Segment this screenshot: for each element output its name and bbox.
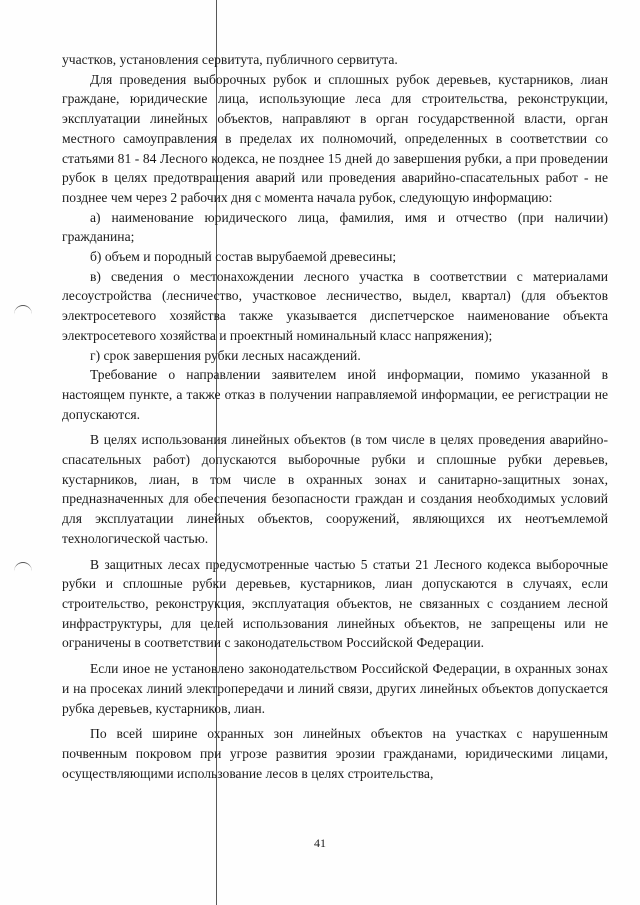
list-item-c: в) сведения о местонахождении лесного участка в соответствии с материалами лесоустройства (лесничество, участковое лесничество, выдел, квартал) (для объектов электросетевого хозяйства также указывается диспетчерское наименование объекта электросетевого хозяйства и проектный номинальный класс напряжения); bbox=[62, 268, 608, 343]
punch-hole-mark bbox=[14, 562, 32, 581]
document-body bbox=[62, 50, 608, 783]
list-item-b: б) объем и породный состав вырубаемой древесины; bbox=[90, 249, 397, 265]
paragraph-protective-forests: В защитных лесах предусмотренные частью 5 статьи 21 Лесного кодекса выборочные рубки и сплошные рубки деревьев, кустарников, лиан допускаются в случаях, если строительство, реконструкция, эксплуатация объектов, не связанных с созданием лесной инфраструктуры, для целей использования линейных объектов, не запрещены или не ограничены в соответствии с законодательством Российской Федерации. bbox=[62, 556, 608, 651]
paragraph-continuation: участков, установления сервитута, публичного сервитута. bbox=[62, 52, 398, 67]
punch-hole-mark bbox=[14, 305, 32, 324]
paragraph-protection-zones: Если иное не установлено законодательством Российской Федерации, в охранных зонах и на просеках линий электропередачи и линий связи, других линейных объектов допускается рубка деревьев, кустарников, лиан. bbox=[62, 661, 608, 716]
page-number: 41 bbox=[314, 836, 326, 850]
paragraph-linear-objects: В целях использования линейных объектов (в том числе в целях проведения аварийно-спасательных работ) допускаются выборочные рубки и сплошные рубки деревьев, кустарников, лиан, в том числе в охранных зонах и санитарно-защитных зонах, предназначенных для обеспечения безопасности граждан и создания необходимых условий для эксплуатации линейных объектов, сооружений, являющихся их неотъемлемой технологической частью. bbox=[62, 432, 608, 546]
list-item-a: а) наименование юридического лица, фамилия, имя и отчество (при наличии) гражданина; bbox=[62, 209, 608, 245]
paragraph-felling-notice: Для проведения выборочных рубок и сплошных рубок деревьев, кустарников, лиан граждане, юридические лица, использующие леса для строительства, реконструкции, эксплуатации линейных объектов, направляют в орган государственной власти, орган местного самоуправления в пределах их полномочий, определенных в соответствии со статьями 81 - 84 Лесного кодекса, не позднее 15 дней до завершения рубки, а при проведении рубок в целях предотвращения аварий или проведения аварийно-спасательных работ - не позднее чем через 2 рабочих дня с момента начала рубок, следующую информацию: bbox=[62, 71, 608, 205]
paragraph-erosion: По всей ширине охранных зон линейных объектов на участках с нарушенным почвенным покровом при угрозе развития эрозии гражданами, юридическими лицами, осуществляющими использование лесов в целях строительства, bbox=[62, 726, 608, 781]
list-item-d: г) срок завершения рубки лесных насаждений. bbox=[90, 347, 361, 363]
paragraph-requirements: Требование о направлении заявителем иной информации, помимо указанной в настоящем пункте, а также отказ в получении направляемой информации, ее регистрации не допускаются. bbox=[62, 367, 608, 422]
